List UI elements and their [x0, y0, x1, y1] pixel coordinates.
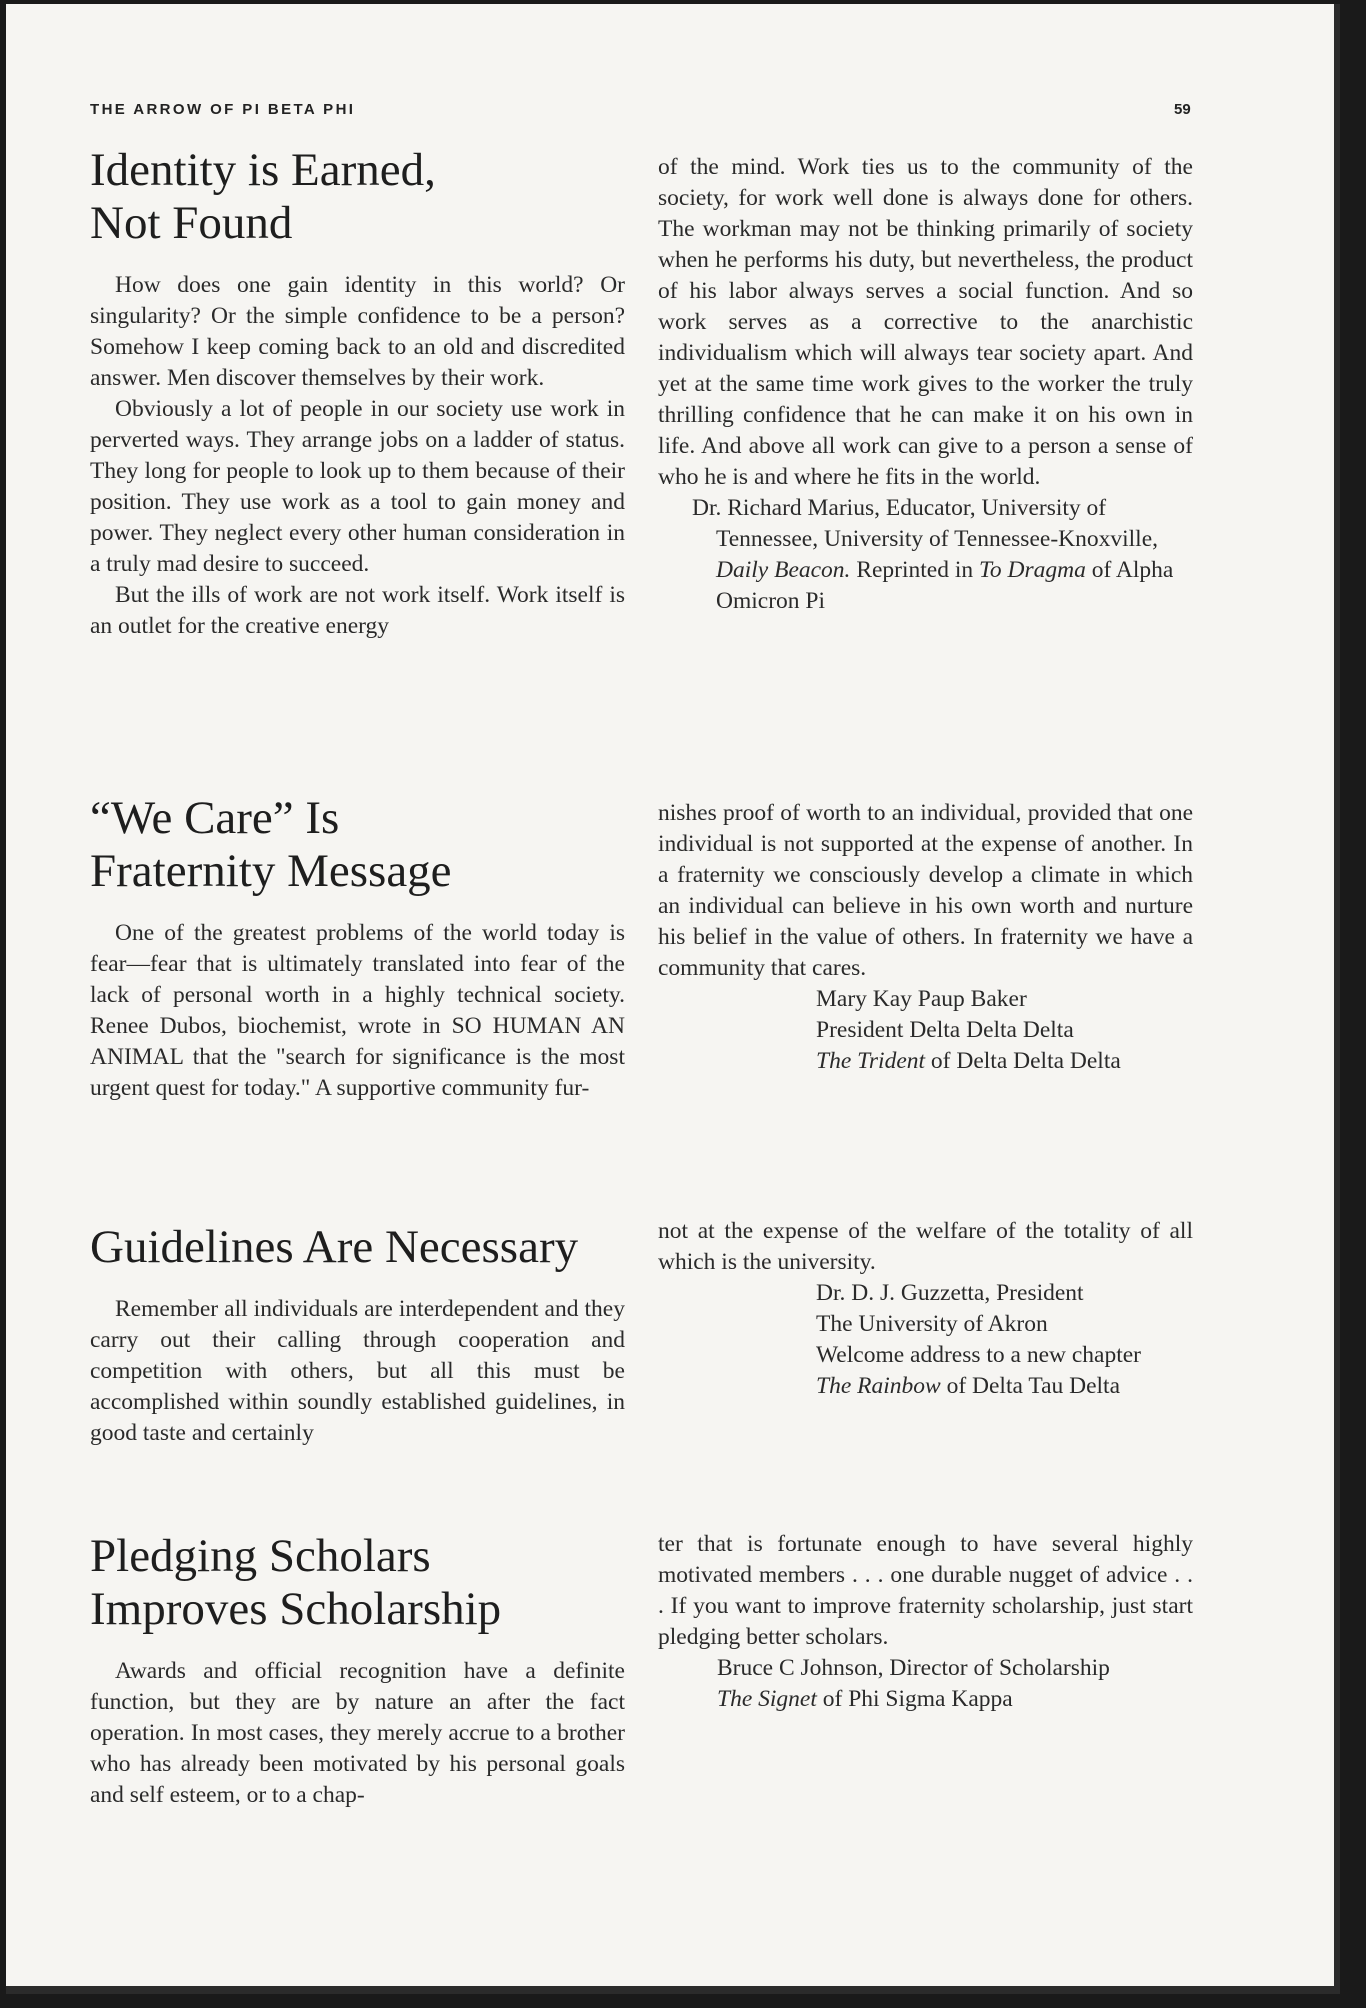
paragraph-continuation: not at the expense of the welfare of the totality of all which is the university.: [658, 1218, 1193, 1275]
magazine-page: [6, 4, 1340, 1994]
running-head: THE ARROW OF PI BETA PHI: [90, 101, 356, 118]
article-we-care-left-column: [90, 792, 625, 1104]
attribution: Dr. Richard Marius, Educator, University of Tennessee, University of Tennessee-Knoxville, Daily Beacon. Reprinted in To Dragma of Alpha Omicron Pi: [692, 495, 1174, 614]
article-identity-right-column: [658, 152, 1193, 617]
signature-publication: The Trident of Delta Delta Delta: [816, 1048, 1121, 1074]
paragraph: Remember all individuals are interdependent and they carry out their calling through cooperation and competition with others, but all this must be accomplished within soundly established guidelines, in good taste and certainly: [90, 1296, 625, 1446]
paragraph: One of the greatest problems of the world today is fear—fear that is ultimately translated into fear of the lack of personal worth in a highly technical society. Renee Dubos, biochemist, wrote in SO HUMAN AN ANIMAL that the "search for significance is the most urgent quest for today." A supportive community fur-: [90, 920, 625, 1101]
signature-name: Mary Kay Paup Baker: [816, 986, 1027, 1012]
article-guidelines-left-column: [90, 1221, 625, 1449]
article-title: Pledging Scholars Improves Scholarship: [90, 1530, 502, 1635]
signature-organization: The University of Akron: [816, 1311, 1048, 1337]
paragraph: But the ills of work are not work itself. Work itself is an outlet for the creative energy: [90, 582, 625, 639]
paragraph: How does one gain identity in this world? Or singularity? Or the simple confidence to be a person? Somehow I keep coming back to an old and discredited answer. Men discover themselves by their work.: [90, 272, 625, 391]
article-we-care-right-column: [658, 798, 1193, 1077]
article-title: Guidelines Are Necessary: [90, 1221, 579, 1273]
article-pledging-right-column: [658, 1529, 1193, 1715]
page-number: 59: [1174, 101, 1191, 118]
article-pledging-left-column: [90, 1530, 625, 1811]
signature-publication: The Rainbow of Delta Tau Delta: [816, 1373, 1121, 1399]
paragraph-continuation: of the mind. Work ties us to the community of the society, for work well done is always done for others. The workman may not be thinking primarily of society when he performs his duty, but nevertheless, the product of his labor always serves a social function. And so work serves as a corrective to the anarchistic individualism which will always tear society apart. And yet at the same time work gives to the worker the truly thrilling confidence that he can make it on his own in life. And above all work can give to a person a sense of who he is and where he fits in the world.: [658, 154, 1193, 490]
signature-name: Dr. D. J. Guzzetta, President: [816, 1280, 1084, 1306]
paragraph: Awards and official recognition have a definite function, but they are by nature an after the fact operation. In most cases, they merely accrue to a brother who has already been motivated by his personal goals and self esteem, or to a chap-: [90, 1658, 625, 1808]
article-identity-left-column: [90, 144, 625, 642]
paragraph-continuation: ter that is fortunate enough to have several highly motivated members . . . one durable nugget of advice . . . If you want to improve fraternity scholarship, just start pledging better scholars.: [658, 1531, 1193, 1650]
signature-publication: The Signet of Phi Sigma Kappa: [717, 1686, 1013, 1712]
article-title: “We Care” Is Fraternity Message: [90, 792, 452, 897]
article-guidelines-right-column: [658, 1216, 1193, 1402]
signature-occasion: Welcome address to a new chapter: [816, 1342, 1142, 1368]
signature-name: Bruce C Johnson, Director of Scholarship: [717, 1655, 1110, 1681]
signature-title: President Delta Delta Delta: [816, 1017, 1074, 1043]
paragraph-continuation: nishes proof of worth to an individual, provided that one individual is not supported at the expense of another. In a fraternity we consciously develop a climate in which an individual can believe in his own worth and nurture his belief in the value of others. In fraternity we have a community that cares.: [658, 800, 1193, 981]
paragraph: Obviously a lot of people in our society use work in perverted ways. They arrange jobs on a ladder of status. They long for people to look up to them because of their position. They use work as a tool to gain money and power. They neglect every other human consideration in a truly mad desire to succeed.: [90, 396, 625, 577]
article-title: Identity is Earned, Not Found: [90, 144, 436, 249]
